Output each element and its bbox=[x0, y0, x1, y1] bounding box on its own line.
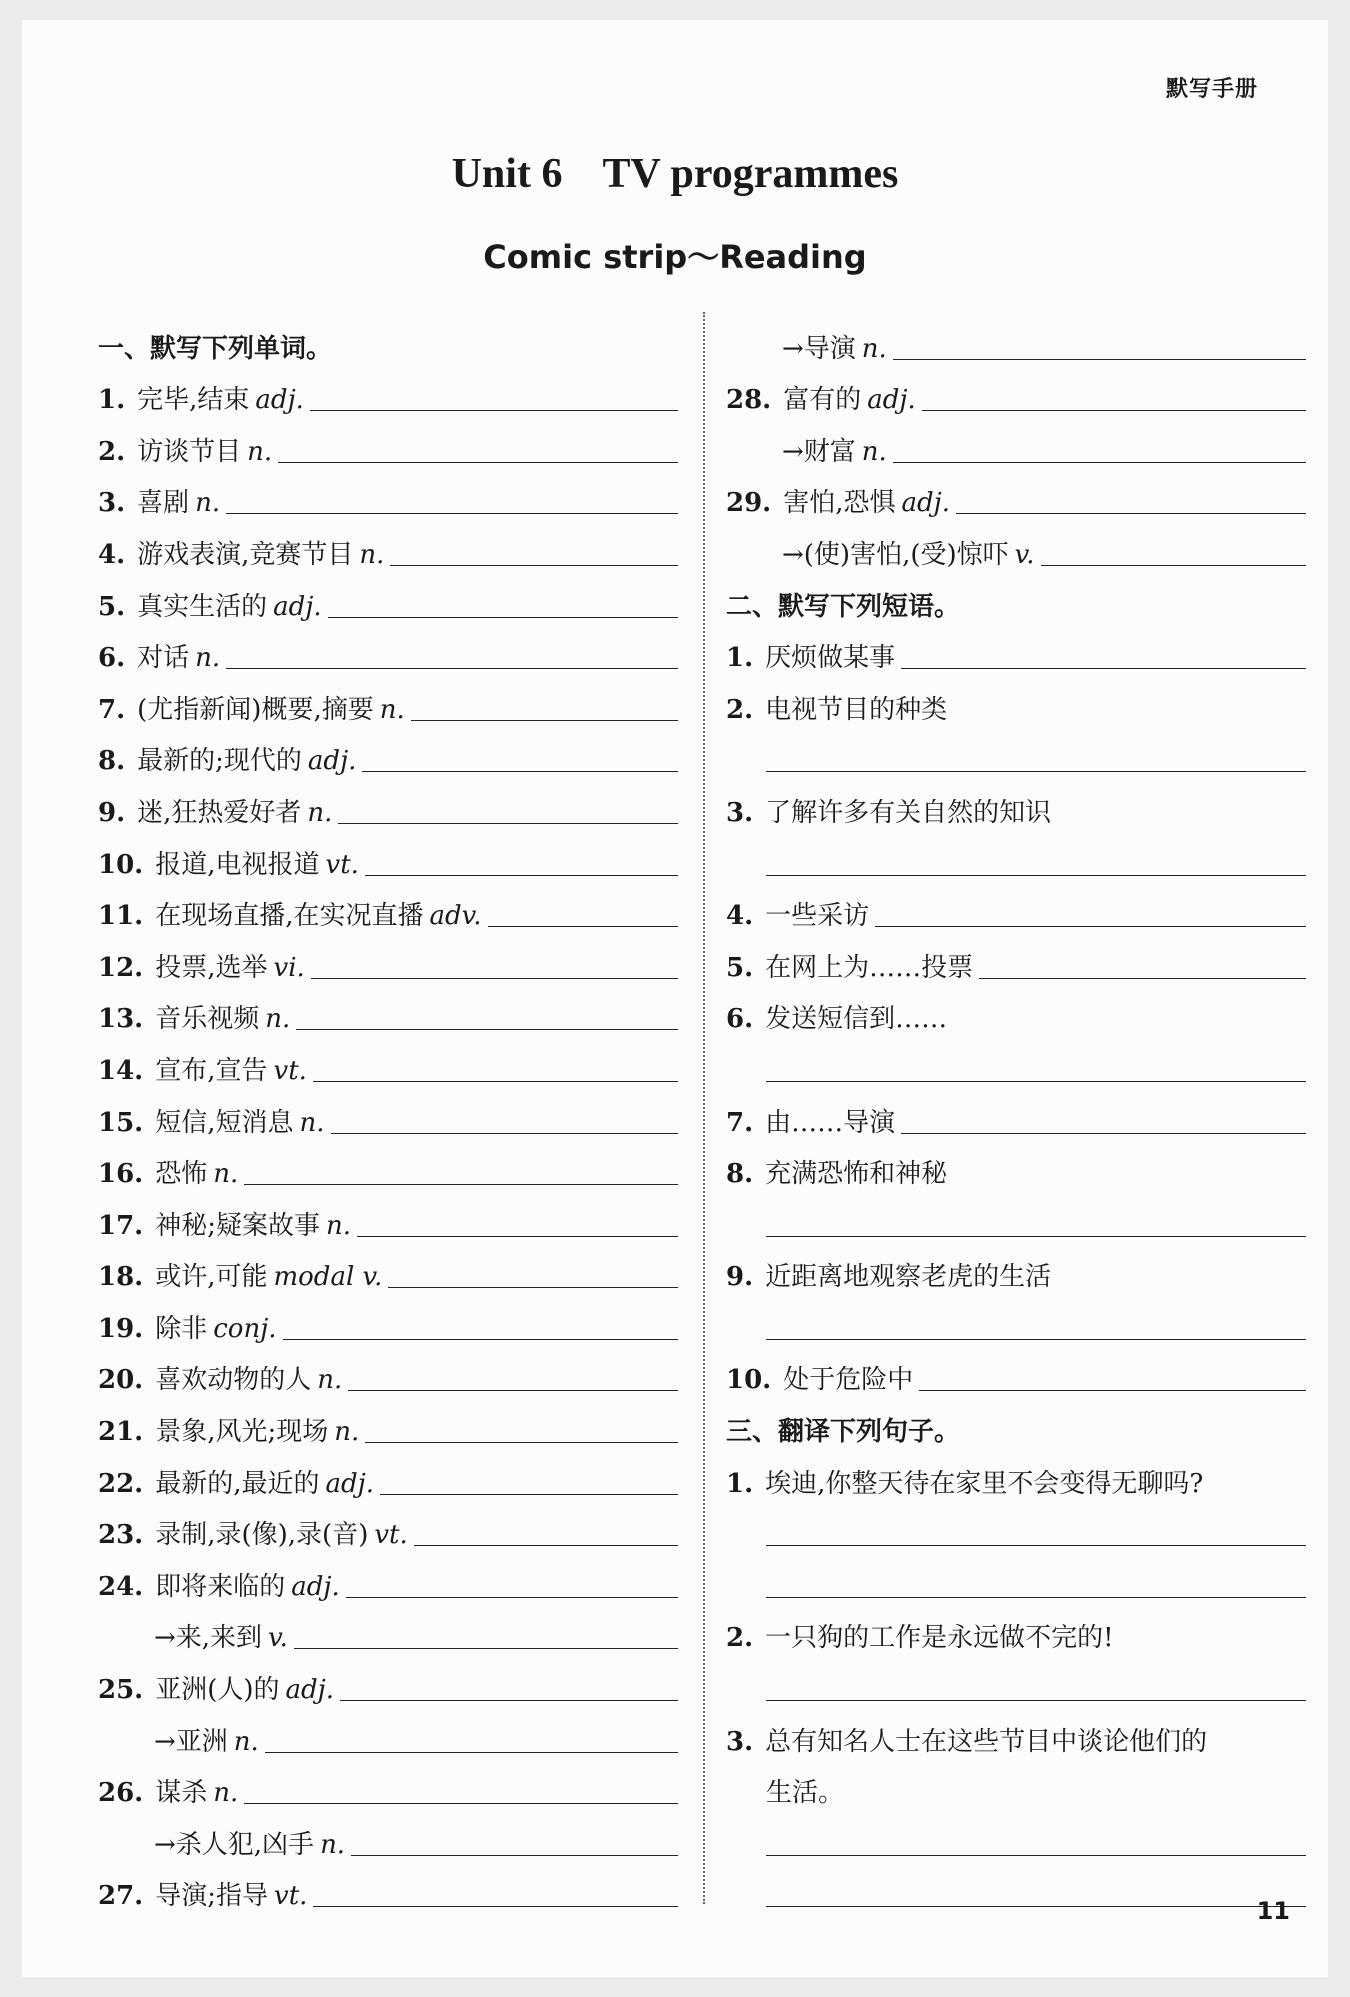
phrase-item: 10. 处于危险中 bbox=[726, 1344, 1306, 1396]
word-item: 13. 音乐视频 n. bbox=[98, 983, 678, 1035]
answer-blank[interactable] bbox=[338, 823, 678, 824]
word-item: 4. 游戏表演,竞赛节目 n. bbox=[98, 518, 678, 570]
word-item: 1. 完毕,结束 adj. bbox=[98, 364, 678, 416]
word-item: 16. 恐怖 n. bbox=[98, 1138, 678, 1190]
sentence-answer-line bbox=[726, 1653, 1306, 1705]
answer-blank[interactable] bbox=[414, 1545, 678, 1546]
word-item: 2. 访谈节目 n. bbox=[98, 415, 678, 467]
answer-blank[interactable] bbox=[388, 1287, 678, 1288]
section-title-words: 一、默写下列单词。 bbox=[98, 333, 333, 364]
answer-blank[interactable] bbox=[331, 1133, 678, 1134]
answer-blank[interactable] bbox=[893, 359, 1306, 360]
phrase-item: 7. 由……导演 bbox=[726, 1086, 1306, 1138]
sentence-answer-line bbox=[726, 1550, 1306, 1602]
page-number: 11 bbox=[1256, 1897, 1290, 1925]
word-item: 8. 最新的;现代的 adj. bbox=[98, 725, 678, 777]
sentence-answer-line bbox=[726, 1808, 1306, 1860]
section-title-sentences: 三、翻译下列句子。 bbox=[726, 1417, 961, 1448]
page-title bbox=[22, 150, 1328, 198]
answer-blank[interactable] bbox=[226, 513, 678, 514]
word-item: 11. 在现场直播,在实况直播 adv. bbox=[98, 880, 678, 932]
answer-blank[interactable] bbox=[919, 1390, 1306, 1391]
answer-blank[interactable] bbox=[346, 1597, 678, 1598]
answer-blank[interactable] bbox=[244, 1803, 678, 1804]
answer-blank[interactable] bbox=[766, 1906, 1306, 1907]
answer-blank[interactable] bbox=[1041, 565, 1307, 566]
answer-blank[interactable] bbox=[294, 1648, 678, 1649]
answer-blank[interactable] bbox=[956, 513, 1306, 514]
header-label: 默写手册 bbox=[1165, 77, 1258, 102]
phrase-item: 2. 电视节目的种类 bbox=[726, 694, 948, 725]
page-subtitle: Comic strip～Reading bbox=[483, 238, 867, 276]
answer-blank[interactable] bbox=[365, 875, 678, 876]
answer-blank[interactable] bbox=[340, 1700, 678, 1701]
phrase-item: 3. 了解许多有关自然的知识 bbox=[726, 797, 1052, 828]
word-item: 29. 害怕,恐惧 adj. bbox=[726, 467, 1306, 519]
sentence-answer-line bbox=[726, 1499, 1306, 1551]
word-item: 5. 真实生活的 adj. bbox=[98, 570, 678, 622]
answer-blank[interactable] bbox=[310, 410, 678, 411]
word-item: 18. 或许,可能 modal v. bbox=[98, 1241, 678, 1293]
word-item-derived: →(使)害怕,(受)惊吓 v. bbox=[726, 518, 1306, 570]
phrase-answer-line bbox=[726, 725, 1306, 777]
phrase-item: 8. 充满恐怖和神秘 bbox=[726, 1159, 948, 1190]
answer-blank[interactable] bbox=[766, 1597, 1306, 1598]
phrase-answer-line bbox=[726, 828, 1306, 880]
word-item: 15. 短信,短消息 n. bbox=[98, 1086, 678, 1138]
word-item: 14. 宣布,宣告 vt. bbox=[98, 1034, 678, 1086]
section-title-phrases: 二、默写下列短语。 bbox=[726, 591, 961, 622]
phrase-answer-line bbox=[726, 1292, 1306, 1344]
word-item: 27. 导演;指导 vt. bbox=[98, 1860, 678, 1912]
phrase-answer-line bbox=[726, 1189, 1306, 1241]
word-item: 3. 喜剧 n. bbox=[98, 467, 678, 519]
phrase-item: 5. 在网上为……投票 bbox=[726, 931, 1306, 983]
answer-blank[interactable] bbox=[351, 1855, 678, 1856]
answer-blank[interactable] bbox=[979, 978, 1306, 979]
answer-blank[interactable] bbox=[226, 668, 678, 669]
sentence-continuation: 生活。 bbox=[766, 1778, 845, 1809]
workbook-page bbox=[22, 20, 1328, 1977]
answer-blank[interactable] bbox=[893, 462, 1306, 463]
word-item: 21. 景象,风光;现场 n. bbox=[98, 1395, 678, 1447]
answer-blank[interactable] bbox=[265, 1752, 678, 1753]
sentence-answer-line bbox=[726, 1860, 1306, 1912]
answer-blank[interactable] bbox=[362, 771, 678, 772]
answer-blank[interactable] bbox=[766, 1855, 1306, 1856]
phrase-item: 9. 近距离地观察老虎的生活 bbox=[726, 1262, 1052, 1293]
word-item: 26. 谋杀 n. bbox=[98, 1757, 678, 1809]
left-column bbox=[98, 312, 678, 1911]
answer-blank[interactable] bbox=[380, 1494, 678, 1495]
answer-blank[interactable] bbox=[901, 1133, 1306, 1134]
word-item-derived: →导演 n. bbox=[726, 312, 1306, 364]
answer-blank[interactable] bbox=[922, 410, 1306, 411]
answer-blank[interactable] bbox=[901, 668, 1306, 669]
word-item: 22. 最新的,最近的 adj. bbox=[98, 1447, 678, 1499]
word-item-derived: →来,来到 v. bbox=[98, 1602, 678, 1654]
answer-blank[interactable] bbox=[766, 875, 1306, 876]
phrase-item: 1. 厌烦做某事 bbox=[726, 622, 1306, 674]
answer-blank[interactable] bbox=[357, 1236, 678, 1237]
unit-topic: TV programmes bbox=[602, 151, 899, 197]
answer-blank[interactable] bbox=[766, 1339, 1306, 1340]
word-item: 9. 迷,狂热爱好者 n. bbox=[98, 776, 678, 828]
word-item: 25. 亚洲(人)的 adj. bbox=[98, 1653, 678, 1705]
answer-blank[interactable] bbox=[390, 565, 678, 566]
answer-blank[interactable] bbox=[766, 1236, 1306, 1237]
word-item-derived: →财富 n. bbox=[726, 415, 1306, 467]
right-column bbox=[726, 312, 1306, 1911]
answer-blank[interactable] bbox=[278, 462, 678, 463]
answer-blank[interactable] bbox=[365, 1442, 678, 1443]
answer-blank[interactable] bbox=[328, 617, 678, 618]
word-item: 6. 对话 n. bbox=[98, 622, 678, 674]
phrase-item: 4. 一些采访 bbox=[726, 880, 1306, 932]
answer-blank[interactable] bbox=[875, 926, 1306, 927]
word-item: 7. (尤指新闻)概要,摘要 n. bbox=[98, 673, 678, 725]
answer-blank[interactable] bbox=[283, 1339, 678, 1340]
word-item: 24. 即将来临的 adj. bbox=[98, 1550, 678, 1602]
column-divider bbox=[703, 312, 705, 1904]
answer-blank[interactable] bbox=[488, 926, 678, 927]
answer-blank[interactable] bbox=[296, 1029, 678, 1030]
word-item-derived: →亚洲 n. bbox=[98, 1705, 678, 1757]
unit-label: Unit 6 bbox=[451, 151, 563, 197]
sentence-item: 3. 总有知名人士在这些节目中谈论他们的 bbox=[726, 1726, 1208, 1757]
answer-blank[interactable] bbox=[313, 1906, 678, 1907]
answer-blank[interactable] bbox=[313, 1081, 678, 1082]
answer-blank[interactable] bbox=[244, 1184, 678, 1185]
answer-blank[interactable] bbox=[311, 978, 678, 979]
answer-blank[interactable] bbox=[766, 771, 1306, 772]
word-item: 10. 报道,电视报道 vt. bbox=[98, 828, 678, 880]
phrase-item: 6. 发送短信到…… bbox=[726, 1004, 948, 1035]
phrase-answer-line bbox=[726, 1034, 1306, 1086]
word-item: 17. 神秘;疑案故事 n. bbox=[98, 1189, 678, 1241]
sentence-item: 2. 一只狗的工作是永远做不完的! bbox=[726, 1623, 1114, 1654]
word-item: 19. 除非 conj. bbox=[98, 1292, 678, 1344]
word-item: 12. 投票,选举 vi. bbox=[98, 931, 678, 983]
word-item: 28. 富有的 adj. bbox=[726, 364, 1306, 416]
answer-blank[interactable] bbox=[766, 1081, 1306, 1082]
answer-blank[interactable] bbox=[766, 1700, 1306, 1701]
answer-blank[interactable] bbox=[766, 1545, 1306, 1546]
sentence-item: 1. 埃迪,你整天待在家里不会变得无聊吗? bbox=[726, 1468, 1204, 1499]
answer-blank[interactable] bbox=[411, 720, 678, 721]
word-item: 23. 录制,录(像),录(音) vt. bbox=[98, 1499, 678, 1551]
answer-blank[interactable] bbox=[348, 1390, 678, 1391]
word-item-derived: →杀人犯,凶手 n. bbox=[98, 1808, 678, 1860]
word-item: 20. 喜欢动物的人 n. bbox=[98, 1344, 678, 1396]
